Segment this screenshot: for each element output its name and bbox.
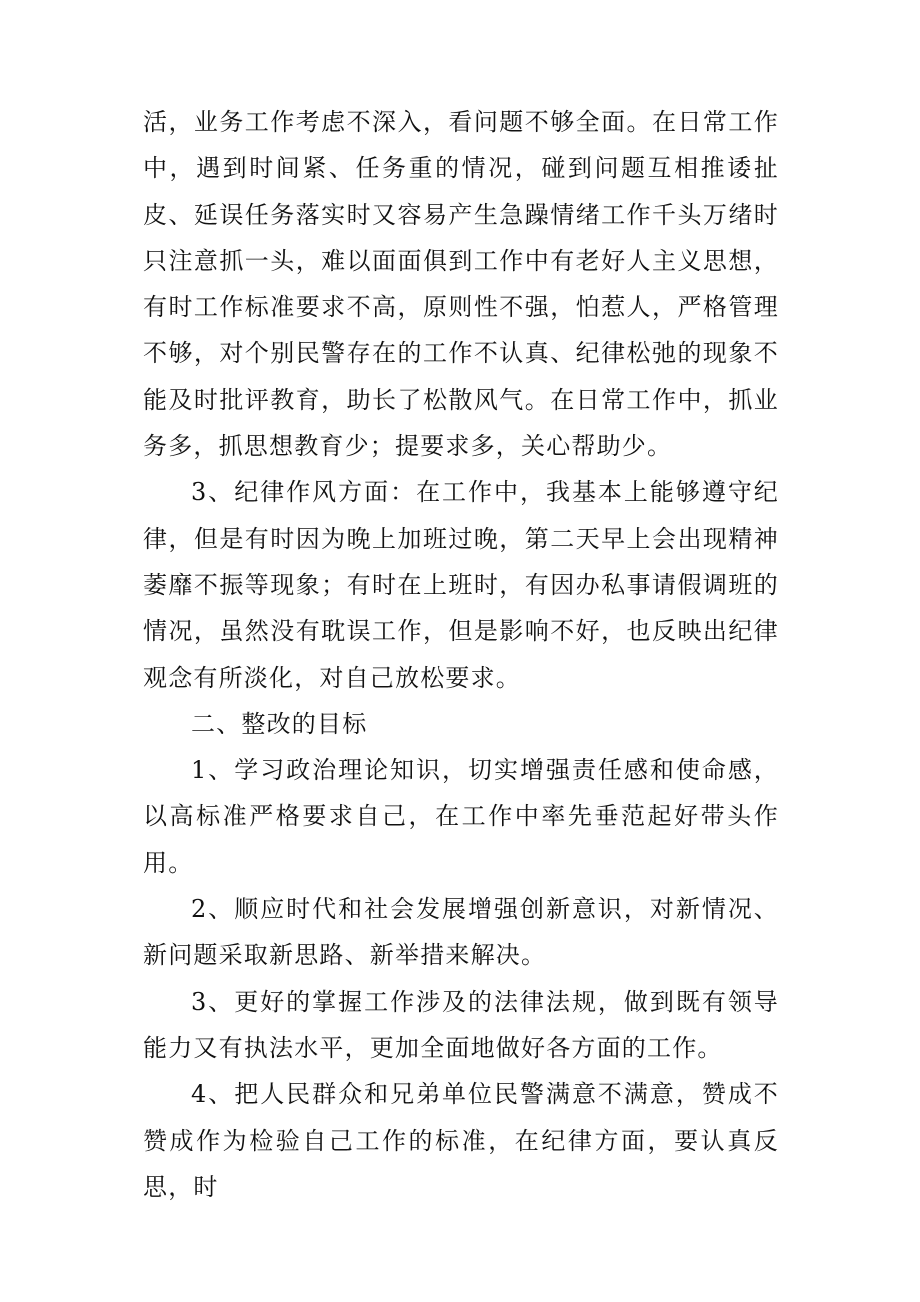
document-page <box>143 99 779 1210</box>
paragraph-goal-2: 2、顺应时代和社会发展增强创新意识，对新情况、新问题采取新思路、新举措来解决。 <box>143 895 779 970</box>
paragraph-goal-4: 4、把人民群众和兄弟单位民警满意不满意，赞成不赞成作为检验自己工作的标准，在纪律方面，要认真反思，时 <box>143 1080 779 1201</box>
paragraph-goal-1: 1、学习政治理论知识，切实增强责任感和使命感，以高标准严格要求自己，在工作中率先垂范起好带头作用。 <box>143 756 779 877</box>
paragraph-goal-3: 3、更好的掌握工作涉及的法律法规，做到既有领导能力又有执法水平，更加全面地做好各方面的工作。 <box>143 987 779 1062</box>
paragraph-continuation: 活，业务工作考虑不深入，看问题不够全面。在日常工作中，遇到时间紧、任务重的情况，碰到问题互相推诿扯皮、延误任务落实时又容易产生急躁情绪工作千头万绪时只注意抓一头，难以面面俱到工作中有老好人主义思想，有时工作标准要求不高，原则性不强，怕惹人，严格管理不够，对个别民警存在的工作不认真、纪律松弛的现象不能及时批评教育，助长了松散风气。在日常工作中，抓业务多，抓思想教育少；提要求多，关心帮助少。 <box>143 108 779 461</box>
paragraph-discipline-style: 3、纪律作风方面：在工作中，我基本上能够遵守纪律，但是有时因为晚上加班过晚，第二天早上会出现精神萎靡不振等现象；有时在上班时，有因办私事请假调班的情况，虽然没有耽误工作，但是影响不好，也反映出纪律观念有所淡化，对自己放松要求。 <box>143 478 779 692</box>
section-heading-rectification-goals: 二、整改的目标 <box>191 709 368 738</box>
